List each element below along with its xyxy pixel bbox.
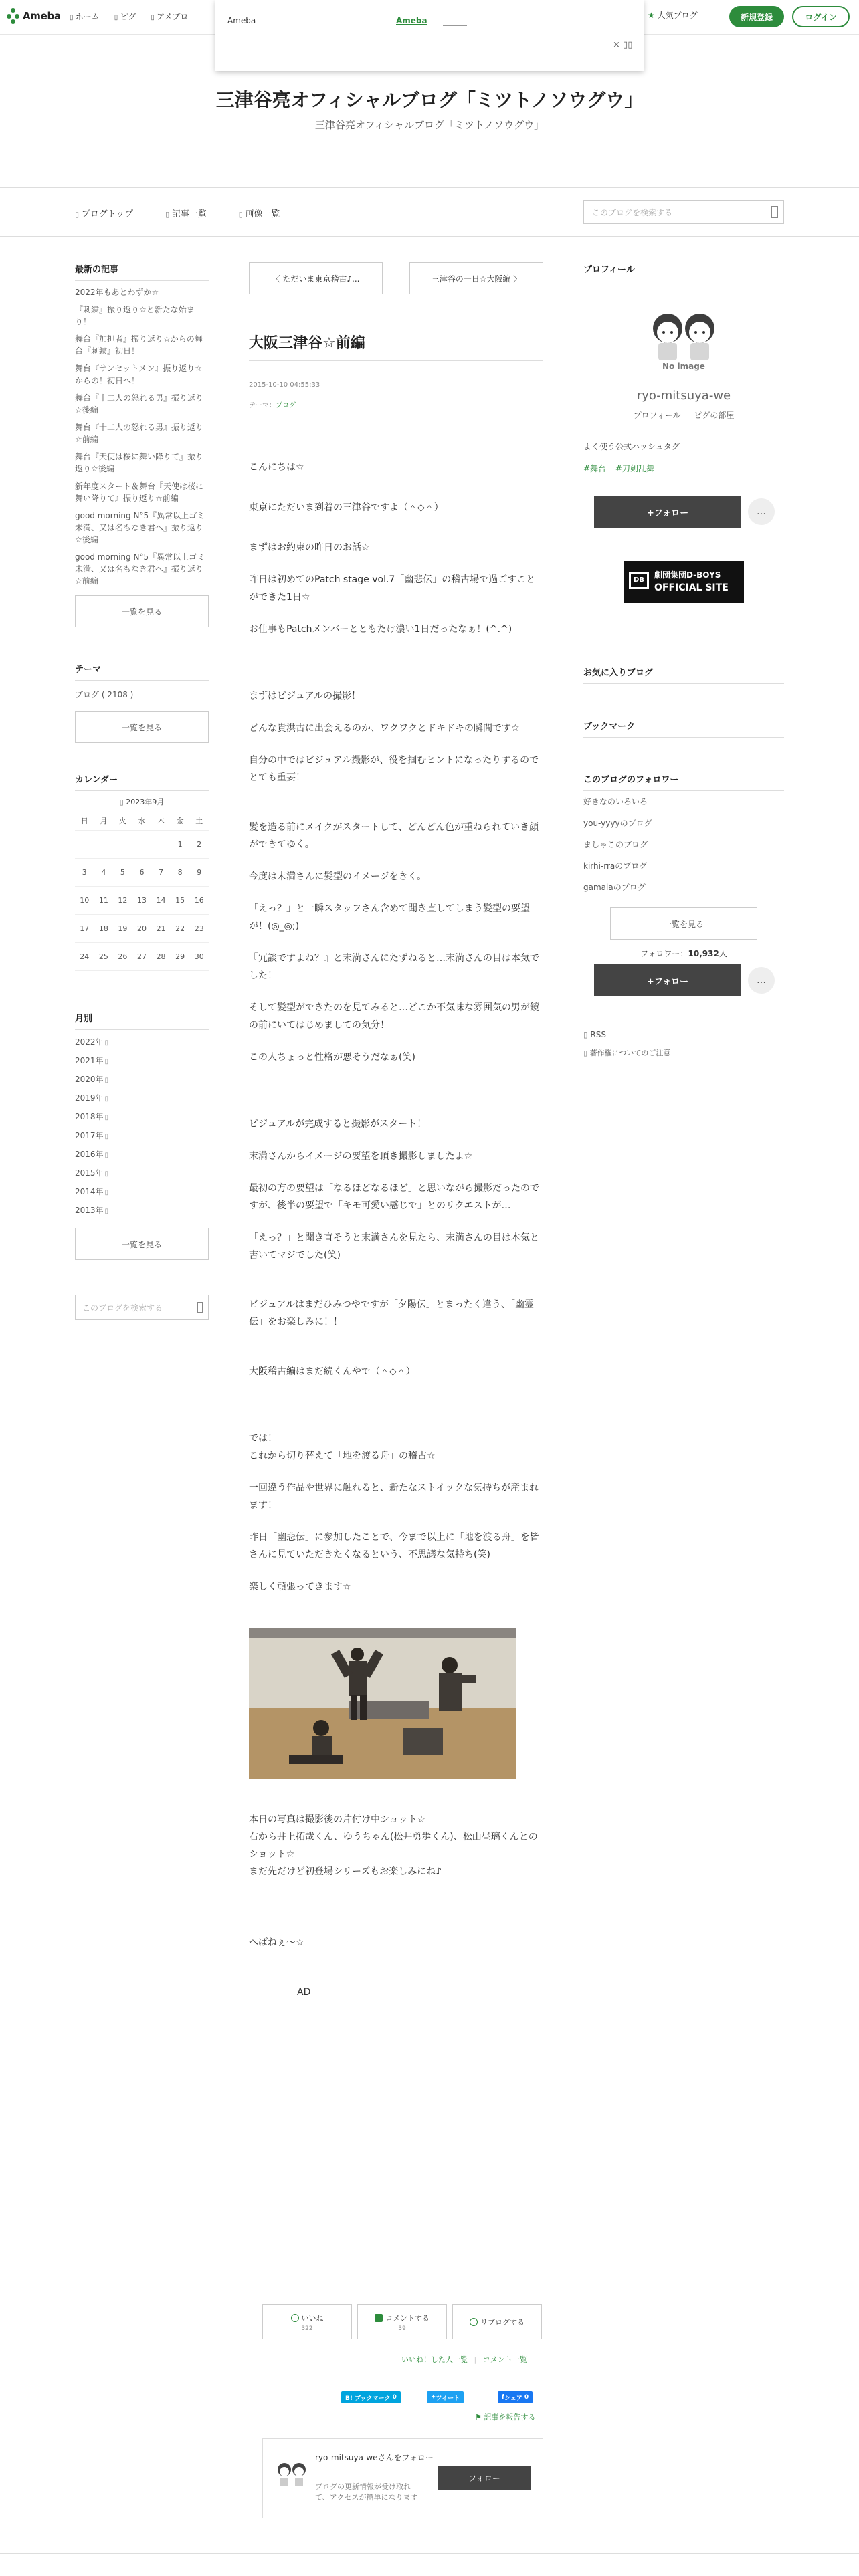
calendar-day[interactable]: 16 xyxy=(189,886,209,914)
article-paragraph: 大阪稽古編はまだ続くんやで（＾◇＾） xyxy=(249,1366,415,1377)
article-pager xyxy=(249,262,543,294)
follower-item[interactable]: kirhi-rraのブログ xyxy=(583,861,648,871)
calendar-day[interactable]: 28 xyxy=(151,942,171,970)
calendar-month[interactable]: ▯ 2023年9月 xyxy=(75,796,209,807)
hashtag[interactable]: #刀剣乱舞 xyxy=(615,464,654,473)
favorite-blogs-title: お気に入りブログ xyxy=(583,665,784,684)
facebook-icon: f xyxy=(502,2394,504,2401)
blog-search-input[interactable] xyxy=(583,200,784,224)
calendar-day[interactable]: 15 xyxy=(171,886,190,914)
like-count: 322 xyxy=(301,2325,313,2332)
article-paragraph: ビジュアルはまだひみつやですが「夕陽伝」とまったく違う、「幽霊伝」をお楽しみに！！ xyxy=(249,1299,534,1327)
more-icon[interactable]: … xyxy=(748,498,775,525)
calendar-day[interactable]: 8 xyxy=(171,858,190,886)
twitter-icon: ✦ xyxy=(431,2394,436,2401)
article-paragraph: 「えっ？」と聞き直そうと末満さんを見たら、末満さんの目は本気と書いてマジでした(笑) xyxy=(249,1232,539,1261)
theme-title: テーマ xyxy=(75,662,209,681)
profile-name[interactable]: ryo-mitsuya-we xyxy=(636,389,731,403)
calendar-day[interactable]: 26 xyxy=(113,942,132,970)
calendar-day[interactable]: 21 xyxy=(151,914,171,942)
hashtag[interactable]: #舞台 xyxy=(583,464,607,473)
monthly-list xyxy=(75,1033,209,1220)
popup-link[interactable]: Ameba xyxy=(396,16,427,25)
calendar-weekday: 土 xyxy=(195,817,203,825)
hatena-bookmark-button[interactable]: B! ブックマーク 0 xyxy=(341,2391,401,2403)
follower-item[interactable]: you-yyyyのブログ xyxy=(583,819,652,828)
article-paragraph: 一回違う作品や世界に触れると、新たなストイックな気持ちが産まれます！ xyxy=(249,1483,539,1511)
article-paragraph: 昨日「幽悲伝」に参加したことで、今まで以上に「地を渡る舟」を皆さんに見ていただきたくなるという、不思議な気持ち(笑) xyxy=(249,1532,539,1560)
recent-item[interactable]: 舞台『天使は桜に舞い降りて』振り返り☆後編 xyxy=(75,452,204,473)
liked-list-link[interactable]: いいね！した人一覧 xyxy=(401,2355,468,2364)
article xyxy=(249,262,543,2001)
nav-blog-top[interactable]: ▯ ブログトップ xyxy=(75,207,133,219)
share-buttons xyxy=(249,2391,543,2403)
calendar-day[interactable]: 25 xyxy=(94,942,114,970)
follower-item[interactable]: 好きなのいろいろ xyxy=(583,797,648,807)
month-item[interactable]: 2022年 ▯ xyxy=(75,1033,209,1051)
follow-button-2[interactable]: +フォロー xyxy=(594,964,741,996)
calendar-title: カレンダー xyxy=(75,772,209,791)
follow-button[interactable]: +フォロー xyxy=(594,496,741,528)
calendar-day[interactable]: 9 xyxy=(189,858,209,886)
profile-title: プロフィール xyxy=(583,265,635,275)
blog-nav xyxy=(0,187,859,237)
facebook-share-button[interactable]: f シェア 0 xyxy=(498,2391,533,2403)
article-paragraph: まずはビジュアルの撮影！ xyxy=(249,691,361,702)
calendar-weekday: 日 xyxy=(80,817,88,825)
calendar-day xyxy=(94,830,114,858)
reblog-button[interactable]: リブログする xyxy=(452,2304,542,2339)
reblog-icon xyxy=(470,2318,478,2326)
chevron-right-icon: 〉 xyxy=(510,274,522,284)
comment-list-link[interactable]: コメント一覧 xyxy=(482,2355,527,2364)
article-paragraph: まずはお約束の昨日のお話☆ xyxy=(249,542,370,553)
recent-list xyxy=(75,286,209,587)
calendar-day[interactable]: 17 xyxy=(75,914,94,942)
calendar-day[interactable]: 18 xyxy=(94,914,114,942)
article-paragraph: どんな貴洪古に出会えるのか、ワクワクとドキドキの瞬間です☆ xyxy=(249,723,520,734)
ad-label: AD xyxy=(297,1987,311,1998)
blog-search-placeholder: このブログを検索する xyxy=(592,208,673,217)
calendar-day[interactable]: 30 xyxy=(189,942,209,970)
recent-item[interactable]: good morning N°5『異常以上ゴミ未満、又は名もなき君へ』振り返り☆後編 xyxy=(75,511,205,544)
recent-item[interactable]: 舞台『サンセットメン』振り返り☆からの！初日へ！ xyxy=(75,364,203,385)
article-paragraph: では！ これから切り替えて「地を渡る舟」の稽古☆ xyxy=(249,1433,436,1461)
month-item[interactable]: 2020年 ▯ xyxy=(75,1070,209,1089)
recent-item[interactable]: 2022年もあとわずか☆ xyxy=(75,288,159,297)
dboys-text-1: 劇団集団D-BOYS xyxy=(654,570,721,580)
ameba-logo-icon xyxy=(7,8,20,24)
recent-item[interactable]: 舞台『加担者』振り返り☆からの舞台『刺繍』初日！ xyxy=(75,334,203,356)
calendar-day[interactable]: 5 xyxy=(113,858,132,886)
calendar-day[interactable]: 2 xyxy=(189,830,209,858)
next-article-button[interactable]: 三津谷の一日☆大阪編 〉 xyxy=(409,262,543,294)
month-item[interactable]: 2021年 ▯ xyxy=(75,1051,209,1070)
top-nav-ameblo[interactable]: ▯ アメブロ xyxy=(151,11,188,22)
fb-count: 0 xyxy=(524,2394,529,2401)
calendar-day xyxy=(151,830,171,858)
profile-avatar[interactable] xyxy=(644,308,724,375)
article-date: 2015-10-10 04:55:33 xyxy=(249,381,320,389)
article-paragraph: 『冗談ですよね？』と末満さんにたずねると…末満さんの目は本気でした！ xyxy=(249,953,539,981)
calendar-weekday: 水 xyxy=(138,817,146,825)
calendar-day[interactable]: 10 xyxy=(75,886,94,914)
top-nav-pigg[interactable]: ▯ ピグ xyxy=(114,11,136,22)
month-item[interactable]: 2019年 ▯ xyxy=(75,1089,209,1107)
profile-follow-row-2 xyxy=(594,964,784,996)
article-paragraph: この人ちょっと性格が悪そうだなぁ(笑) xyxy=(249,1052,415,1063)
profile-link[interactable]: プロフィール xyxy=(633,411,681,420)
recent-title: 最新の記事 xyxy=(75,262,209,281)
article-paragraph: 髪を造る前にメイクがスタートして、どんどん色が重ねられていき顔ができてゆく。 xyxy=(249,822,539,850)
profile-links xyxy=(583,409,784,421)
comment-icon xyxy=(375,2314,383,2322)
calendar-day[interactable]: 4 xyxy=(94,858,114,886)
calendar-day[interactable]: 29 xyxy=(171,942,190,970)
article-paragraph: 今度は末満さんに髪型のイメージをきく。 xyxy=(249,871,427,882)
hashtag-list xyxy=(583,463,784,474)
footer-divider xyxy=(0,2553,859,2554)
smile-icon xyxy=(291,2314,299,2322)
month-item[interactable]: 2014年 ▯ xyxy=(75,1182,209,1201)
article-title[interactable]: 大阪三津谷☆前編 xyxy=(249,332,543,361)
rss-link[interactable]: ▯ RSS xyxy=(583,1030,784,1039)
dboys-logo-mark: DB xyxy=(629,572,649,589)
article-paragraph: 「えっ？」と一瞬スタッフさん含めて聞き直してしまう髪型の要望が！(◎_◎;) xyxy=(249,903,530,932)
recent-more-button[interactable]: 一覧を見る xyxy=(75,595,209,627)
report-link[interactable]: ⚑ 記事を報告する xyxy=(475,2413,536,2422)
popular-blog-link[interactable]: ★ 人気ブログ xyxy=(648,9,698,21)
follow-box xyxy=(262,2438,543,2518)
sidebar-search-input[interactable] xyxy=(75,1295,209,1320)
recent-item[interactable]: 新年度スタート＆舞台『天使は桜に舞い降りて』振り返り☆前編 xyxy=(75,481,204,503)
article-body xyxy=(249,459,543,2001)
article-paragraph: 東京にただいま到着の三津谷ですよ（＾◇＾） xyxy=(249,502,444,513)
calendar-day xyxy=(75,830,94,858)
search-icon[interactable] xyxy=(197,1302,203,1313)
month-item[interactable]: 2018年 ▯ xyxy=(75,1107,209,1126)
hashtag-title: よく使う公式ハッシュタグ xyxy=(583,442,680,451)
calendar-day[interactable]: 20 xyxy=(132,914,152,942)
month-item[interactable]: 2015年 ▯ xyxy=(75,1164,209,1182)
calendar-weekday: 木 xyxy=(157,817,165,825)
article-photo[interactable] xyxy=(249,1628,516,1779)
calendar-weekday: 月 xyxy=(100,817,108,825)
blog-subtitle: 三津谷亮オフィシャルブログ「ミツトノソウグウ」 xyxy=(314,119,545,131)
comment-button[interactable]: コメントする 39 xyxy=(357,2304,447,2339)
follower-item[interactable]: gamaiaのブログ xyxy=(583,883,646,892)
theme-item[interactable]: ブログ ( 2108 ) xyxy=(75,690,134,700)
calendar-day xyxy=(113,830,132,858)
article-paragraph: へばねぇ〜☆ xyxy=(249,1937,304,1948)
calendar-day[interactable]: 6 xyxy=(132,858,152,886)
top-nav xyxy=(70,11,188,22)
ameba-logo[interactable] xyxy=(7,8,61,24)
comment-count: 39 xyxy=(398,2325,406,2332)
profile-follow-row xyxy=(594,496,784,528)
month-item[interactable]: 2013年 ▯ xyxy=(75,1201,209,1220)
blog-title[interactable]: 三津谷亮オフィシャルブログ「ミツトノソウグウ」 xyxy=(215,89,644,111)
login-button[interactable]: ログイン xyxy=(792,6,850,27)
more-icon[interactable]: … xyxy=(748,967,775,994)
nav-entry-list[interactable]: ▯ 記事一覧 xyxy=(165,207,207,219)
followers-list xyxy=(583,791,784,898)
ameba-logo-text: Ameba xyxy=(23,10,61,22)
month-item[interactable]: 2017年 ▯ xyxy=(75,1126,209,1145)
calendar-day xyxy=(132,830,152,858)
calendar-day[interactable]: 11 xyxy=(94,886,114,914)
follower-item[interactable]: ましゃこのブログ xyxy=(583,840,648,849)
flag-icon: ⚑ xyxy=(475,2413,484,2422)
article-paragraph: 昨日は初めてのPatch stage vol.7「幽悲伝」の稽古場で過ごすことができた1日☆ xyxy=(249,574,536,603)
left-sidebar xyxy=(75,262,209,1320)
article-theme-label: テーマ： xyxy=(249,402,276,409)
followers-more-button[interactable]: 一覧を見る xyxy=(610,907,757,940)
followers-title: このブログのフォロワー xyxy=(583,772,784,791)
search-icon[interactable] xyxy=(771,206,778,218)
calendar-grid xyxy=(75,813,209,971)
calendar-day[interactable]: 12 xyxy=(113,886,132,914)
recent-item[interactable]: good morning N°5『異常以上ゴミ未満、又は名もなき君へ』振り返り☆前編 xyxy=(75,552,205,586)
bookmark-title: ブックマーク xyxy=(583,719,784,738)
follow-box-title: ryo-mitsuya-weさんをフォロー xyxy=(315,2453,434,2462)
article-paragraph: こんにちは☆ xyxy=(249,462,304,473)
follower-count: フォロワー：10,932人 xyxy=(640,949,727,958)
article-paragraph: 最初の方の要望は「なるほどなるほど」と思いながら撮影だったのですが、後半の要望で「キモ可愛い感じで」とのリクエストが… xyxy=(249,1183,539,1211)
bookmark-count: 0 xyxy=(392,2394,397,2401)
recent-item[interactable]: 『刺繍』振り返り☆と新たな始まり！ xyxy=(75,305,195,326)
article-paragraph: 本日の写真は撮影後の片付け中ショット☆ 右から井上拓哉くん、ゆうちゃん(松井勇歩くん)、松山昼璃くんとのショット☆ まだ先だけど初登場シリーズもお楽しみにね♪ xyxy=(249,1814,538,1877)
calendar-day[interactable]: 3 xyxy=(75,858,94,886)
calendar-day[interactable]: 7 xyxy=(151,858,171,886)
theme-more-button[interactable]: 一覧を見る xyxy=(75,711,209,743)
close-icon[interactable]: × ▯▯ xyxy=(613,40,633,50)
register-button[interactable]: 新規登録 xyxy=(729,6,784,27)
calendar-day[interactable]: 19 xyxy=(113,914,132,942)
calendar-day[interactable]: 23 xyxy=(189,914,209,942)
follow-box-button[interactable]: フォロー xyxy=(438,2466,531,2490)
pigg-room-link[interactable]: ピグの部屋 xyxy=(694,411,735,420)
article-paragraph: 楽しく頑張ってきます☆ xyxy=(249,1582,351,1592)
right-sidebar xyxy=(583,262,784,1058)
article-paragraph: ビジュアルが完成すると撮影がスタート！ xyxy=(249,1119,427,1130)
calendar-weekday: 火 xyxy=(118,817,126,825)
recent-item[interactable]: 舞台『十二人の怒れる男』振り返り☆後編 xyxy=(75,393,204,415)
monthly-more-button[interactable]: 一覧を見る xyxy=(75,1228,209,1260)
calendar-day[interactable]: 22 xyxy=(171,914,190,942)
dboys-banner[interactable] xyxy=(624,561,744,603)
sidebar-search-placeholder: このブログを検索する xyxy=(82,1303,163,1313)
nav-image-list[interactable]: ▯ 画像一覧 xyxy=(239,207,280,219)
copyright-link[interactable]: ▯ 著作権についてのご注意 xyxy=(583,1047,784,1058)
article-paragraph: お仕事もPatchメンバーとともたけ濃い1日だったなぁ！(^.^) xyxy=(249,624,512,635)
article-theme-link[interactable]: ブログ xyxy=(276,402,296,409)
action-links: いいね！した人一覧 | コメント一覧 xyxy=(401,2355,527,2364)
calendar-day[interactable]: 14 xyxy=(151,886,171,914)
monthly-title: 月別 xyxy=(75,1011,209,1030)
popup-brand: Ameba xyxy=(227,16,256,25)
prev-article-button[interactable]: 〈 ただいま東京稽古♪... xyxy=(249,262,383,294)
top-nav-home[interactable]: ▯ ホーム xyxy=(70,11,100,22)
calendar-day[interactable]: 13 xyxy=(132,886,152,914)
calendar-day[interactable]: 27 xyxy=(132,942,152,970)
ad-popup xyxy=(215,0,644,71)
article-actions xyxy=(262,2304,542,2339)
calendar-weekday: 金 xyxy=(176,817,184,825)
follow-box-desc: ブログの更新情報が受け取れて、アクセスが簡単になります xyxy=(315,2482,418,2502)
calendar-day[interactable]: 1 xyxy=(171,830,190,858)
tweet-button[interactable]: ✦ ツイート xyxy=(427,2391,464,2403)
popup-divider xyxy=(443,25,467,26)
like-button[interactable]: いいね 322 xyxy=(262,2304,352,2339)
chevron-left-icon: 〈 xyxy=(272,274,283,284)
month-item[interactable]: 2016年 ▯ xyxy=(75,1145,209,1164)
recent-item[interactable]: 舞台『十二人の怒れる男』振り返り☆前編 xyxy=(75,423,204,444)
article-theme xyxy=(249,399,543,409)
article-paragraph: 末満さんからイメージの要望を頂き撮影しましたよ☆ xyxy=(249,1151,473,1162)
article-photo-image xyxy=(249,1628,516,1779)
dboys-text-2: OFFICIAL SITE xyxy=(654,582,729,593)
no-image-label: No image xyxy=(662,362,705,371)
article-paragraph: 自分の中ではビジュアル撮影が、役を掴むヒントになったりするのでとても重要！ xyxy=(249,755,539,783)
no-image-avatar-icon xyxy=(274,2459,310,2495)
article-paragraph: そして髪型ができたのを見てみると…どこか不気味な雰囲気の男が鏡の前にいてはじめましての気分！ xyxy=(249,1002,539,1031)
calendar-day[interactable]: 24 xyxy=(75,942,94,970)
